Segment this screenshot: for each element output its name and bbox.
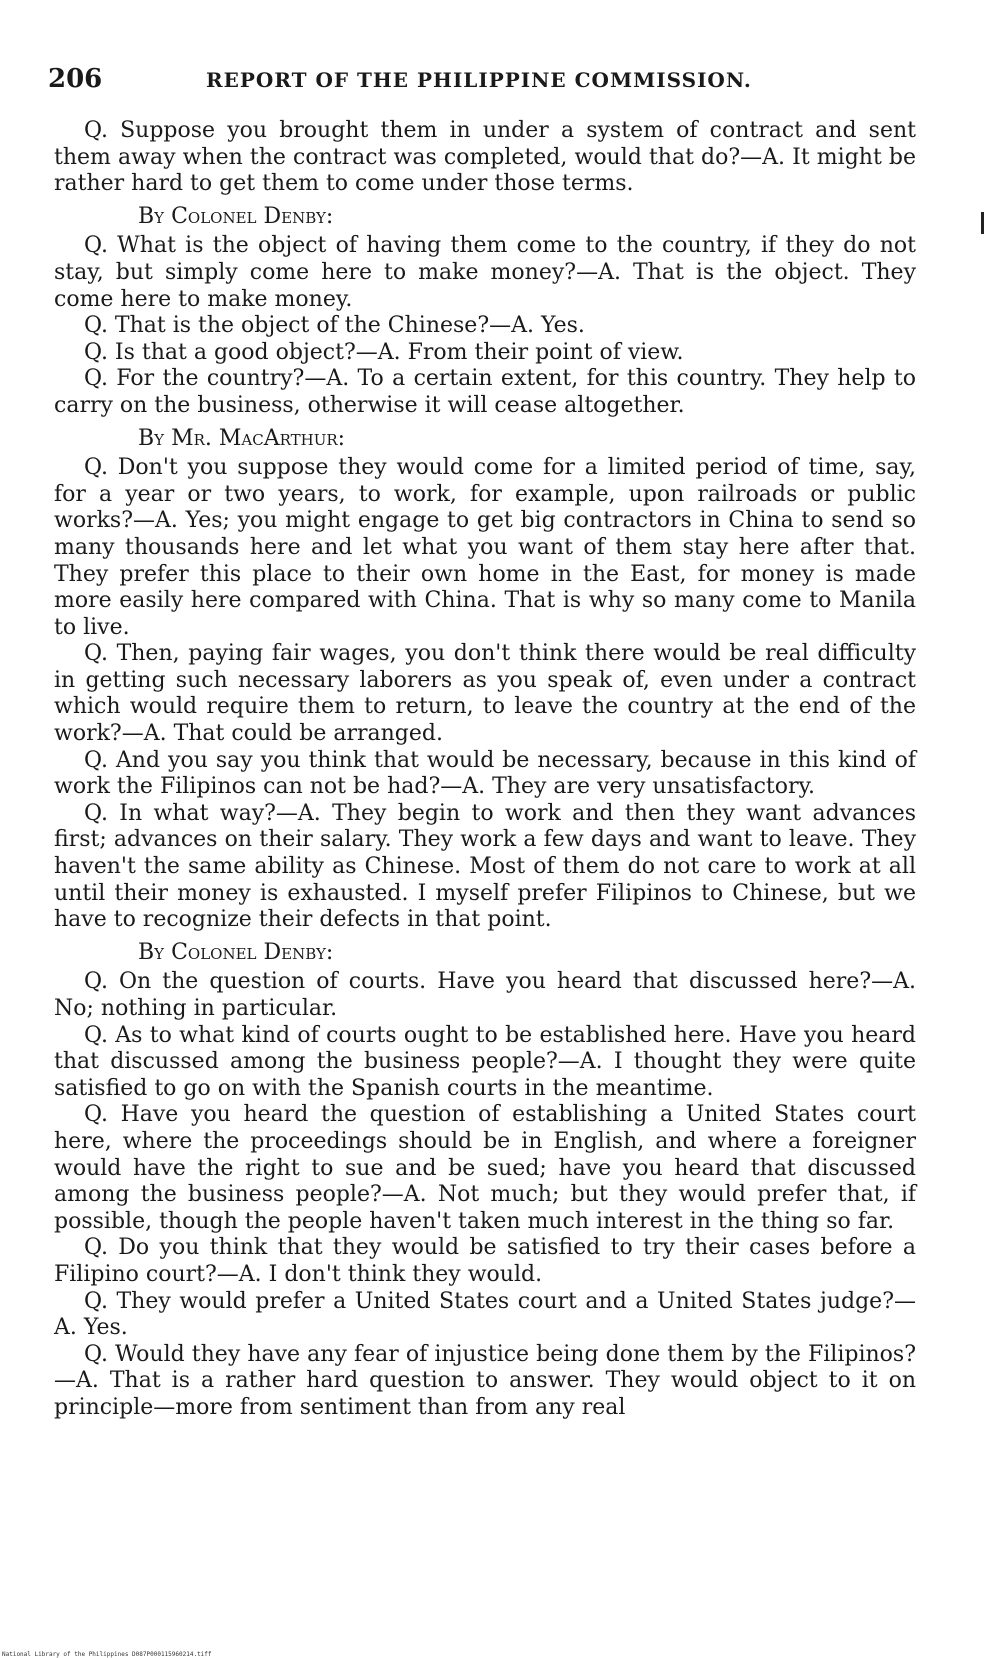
- testimony-paragraph: Q. Have you heard the question of establishing a United States court here, where the proceedings should be in English, and where a foreigner would have the right to sue and be sued; have you heard that discussed among the business people?—A. Not much; but they would prefer that, if possible, though the people haven't taken much interest in the thing so far.: [54, 1102, 916, 1234]
- testimony-paragraph: Q. And you say you think that would be necessary, because in this kind of work the Filipinos can not be had?—A. They are very unsatisfactory.: [54, 747, 916, 800]
- testimony-paragraph: Q. Then, paying fair wages, you don't think there would be real difficulty in getting such necessary laborers as you speak of, even under a contract which would require them to return, to leave the country at the end of the work?—A. That could be arranged.: [54, 641, 916, 747]
- page-number: 206: [48, 64, 103, 94]
- speaker-heading: By Mr. MacArthur:: [138, 425, 346, 451]
- document-body: [54, 118, 916, 1422]
- testimony-paragraph: Q. Is that a good object?—A. From their point of view.: [84, 339, 684, 365]
- testimony-paragraph: Q. Would they have any fear of injustice being done them by the Filipinos?—A. That is a rather hard question to answer. They would object to it on principle—more from sentiment than from any real: [54, 1341, 916, 1420]
- testimony-paragraph: Q. As to what kind of courts ought to be established here. Have you heard that discussed among the business people?—A. I thought they were quite satisfied to go on with the Spanish courts in the meantime.: [54, 1022, 916, 1101]
- testimony-paragraph: Q. In what way?—A. They begin to work and then they want advances first; advances on their salary. They work a few days and want to leave. They haven't the same ability as Chinese. Most of them do not care to work at all until their money is exhausted. I myself prefer Filipinos to Chinese, but we have to recognize their defects in that point.: [54, 800, 916, 933]
- testimony-paragraph: Q. They would prefer a United States court and a United States judge?—A. Yes.: [54, 1288, 916, 1341]
- testimony-paragraph: Q. Don't you suppose they would come for a limited period of time, say, for a year or two years, to work, for example, upon railroads or public works?—A. Yes; you might engage to get big contractors in China to send so many thousands here and let what you want of them stay here after that. They prefer this place to their own home in the East, for money is made more easily here compared with China. That is why so many come to Manila to live.: [54, 455, 916, 640]
- margin-mark: [981, 212, 984, 234]
- scan-footer: National Library of the Philippines D087P000115960214.tiff: [2, 1651, 212, 1658]
- testimony-paragraph: Q. What is the object of having them come to the country, if they do not stay, but simply come here to make money?—A. That is the object. They come here to make money.: [54, 233, 916, 312]
- page-header: [48, 64, 918, 98]
- testimony-paragraph: Q. For the country?—A. To a certain extent, for this country. They help to carry on the business, otherwise it will cease altogether.: [54, 366, 916, 418]
- testimony-paragraph: Q. Do you think that they would be satisfied to try their cases before a Filipino court?—A. I don't think they would.: [54, 1235, 916, 1287]
- running-head: REPORT OF THE PHILIPPINE COMMISSION.: [206, 68, 752, 92]
- testimony-paragraph: Q. That is the object of the Chinese?—A. Yes.: [84, 313, 585, 339]
- speaker-heading: By Colonel Denby:: [138, 939, 334, 965]
- testimony-paragraph: Q. On the question of courts. Have you heard that discussed here?—A. No; nothing in particular.: [54, 969, 916, 1021]
- testimony-paragraph: Q. Suppose you brought them in under a system of contract and sent them away when the contract was completed, would that do?—A. It might be rather hard to get them to come under those terms.: [54, 118, 916, 197]
- speaker-heading: By Colonel Denby:: [138, 203, 334, 229]
